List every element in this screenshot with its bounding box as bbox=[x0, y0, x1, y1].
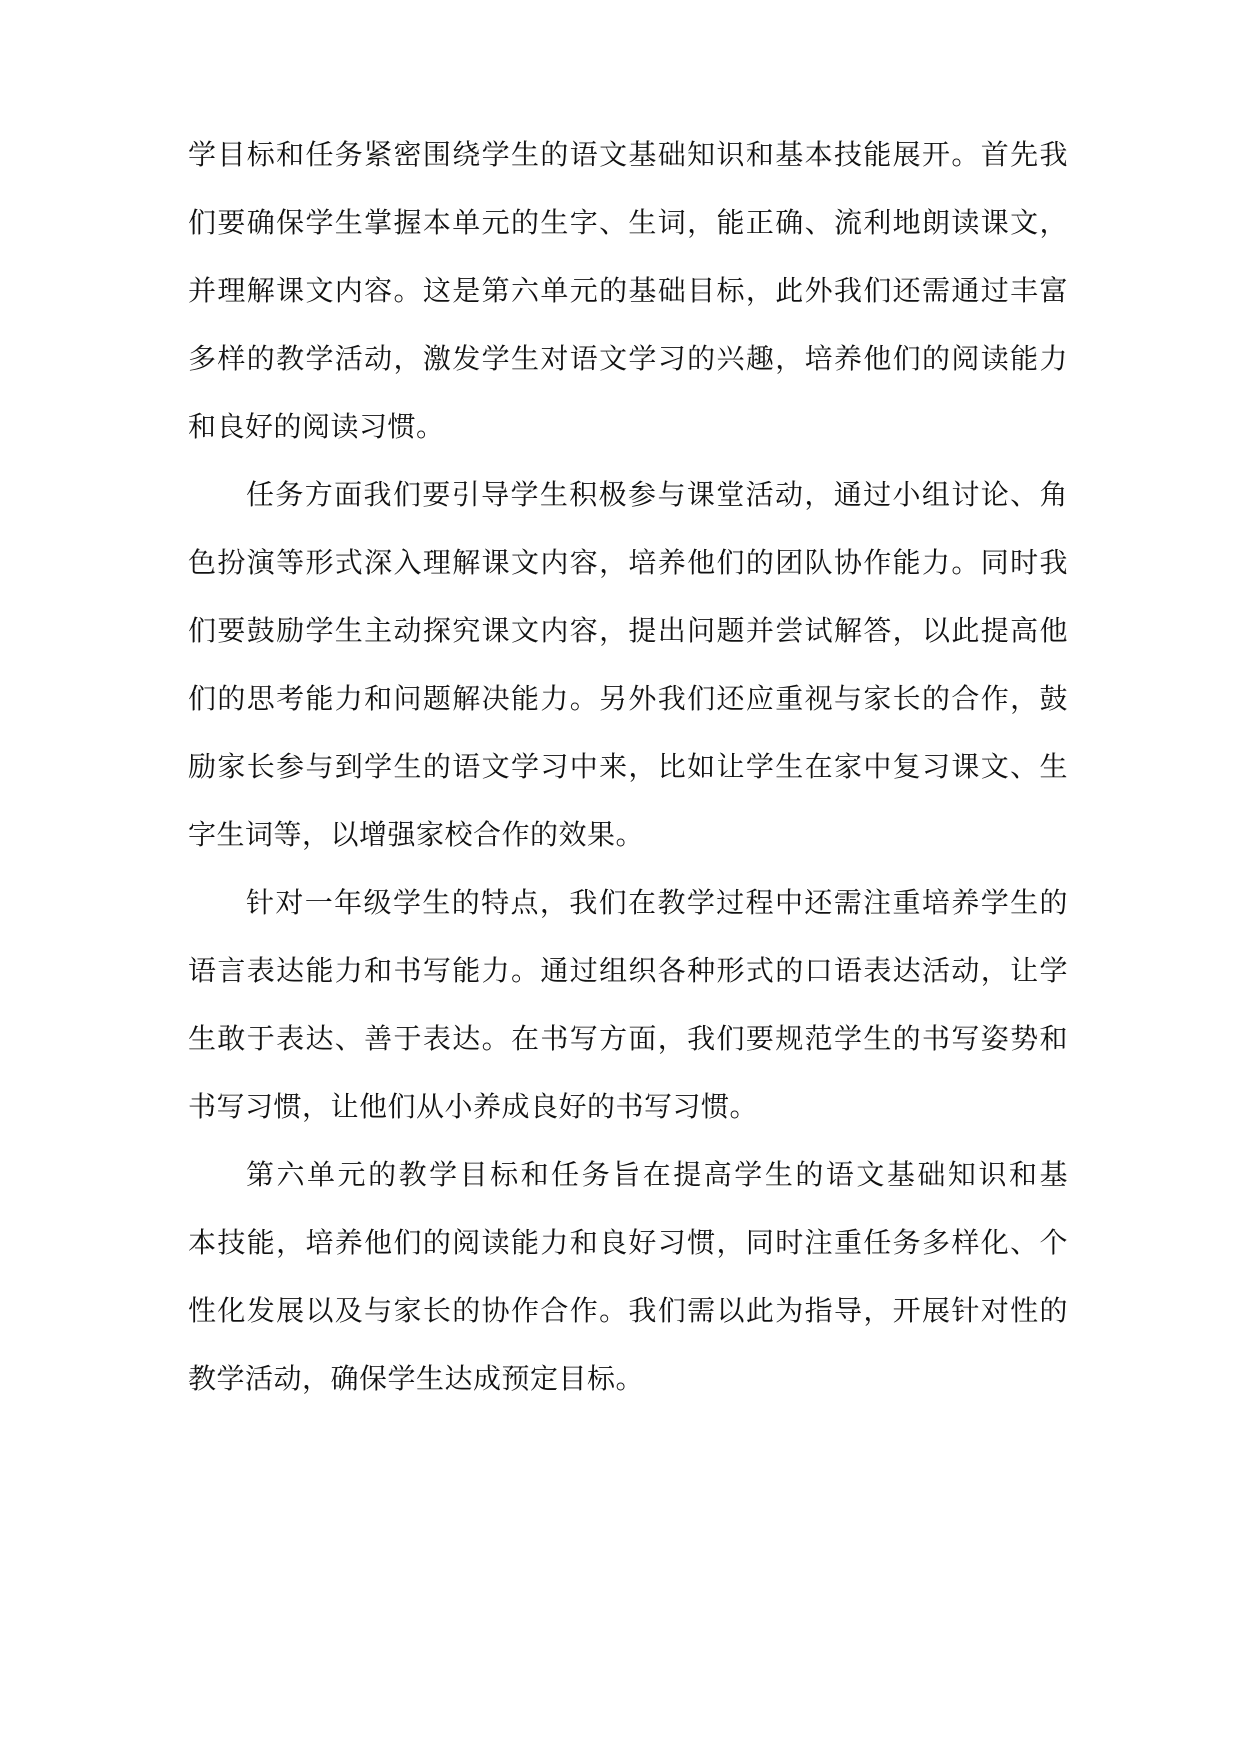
paragraph-3-line-3: 生敢于表达、善于表达。在书写方面，我们要规范学生的书写姿势和 bbox=[188, 1022, 1068, 1055]
paragraph-2-line-1: 任务方面我们要引导学生积极参与课堂活动，通过小组讨论、角 bbox=[246, 478, 1068, 511]
paragraph-1-line-4: 多样的教学活动，激发学生对语文学习的兴趣，培养他们的阅读能力 bbox=[188, 342, 1068, 375]
paragraph-1-line-2: 们要确保学生掌握本单元的生字、生词，能正确、流利地朗读课文， bbox=[188, 206, 1068, 239]
paragraph-1-line-3: 并理解课文内容。这是第六单元的基础目标，此外我们还需通过丰富 bbox=[188, 274, 1068, 307]
paragraph-2-line-5: 励家长参与到学生的语文学习中来，比如让学生在家中复习课文、生 bbox=[188, 750, 1068, 783]
paragraph-3-line-4: 书写习惯，让他们从小养成良好的书写习惯。 bbox=[188, 1090, 759, 1123]
paragraph-3-line-1: 针对一年级学生的特点，我们在教学过程中还需注重培养学生的 bbox=[246, 886, 1068, 919]
paragraph-4-line-3: 性化发展以及与家长的协作合作。我们需以此为指导，开展针对性的 bbox=[188, 1294, 1068, 1327]
paragraph-4-line-2: 本技能，培养他们的阅读能力和良好习惯，同时注重任务多样化、个 bbox=[188, 1226, 1068, 1259]
paragraph-2-line-3: 们要鼓励学生主动探究课文内容，提出问题并尝试解答，以此提高他 bbox=[188, 614, 1068, 647]
paragraph-2-line-2: 色扮演等形式深入理解课文内容，培养他们的团队协作能力。同时我 bbox=[188, 546, 1068, 579]
paragraph-4-line-1: 第六单元的教学目标和任务旨在提高学生的语文基础知识和基 bbox=[246, 1158, 1068, 1191]
paragraph-2-line-4: 们的思考能力和问题解决能力。另外我们还应重视与家长的合作，鼓 bbox=[188, 682, 1068, 715]
paragraph-1-line-1: 学目标和任务紧密围绕学生的语文基础知识和基本技能展开。首先我 bbox=[188, 138, 1068, 171]
paragraph-1-line-5: 和良好的阅读习惯。 bbox=[188, 410, 445, 443]
paragraph-3-line-2: 语言表达能力和书写能力。通过组织各种形式的口语表达活动，让学 bbox=[188, 954, 1068, 987]
paragraph-2-line-6: 字生词等，以增强家校合作的效果。 bbox=[188, 818, 645, 851]
paragraph-4-line-4: 教学活动，确保学生达成预定目标。 bbox=[188, 1362, 645, 1395]
